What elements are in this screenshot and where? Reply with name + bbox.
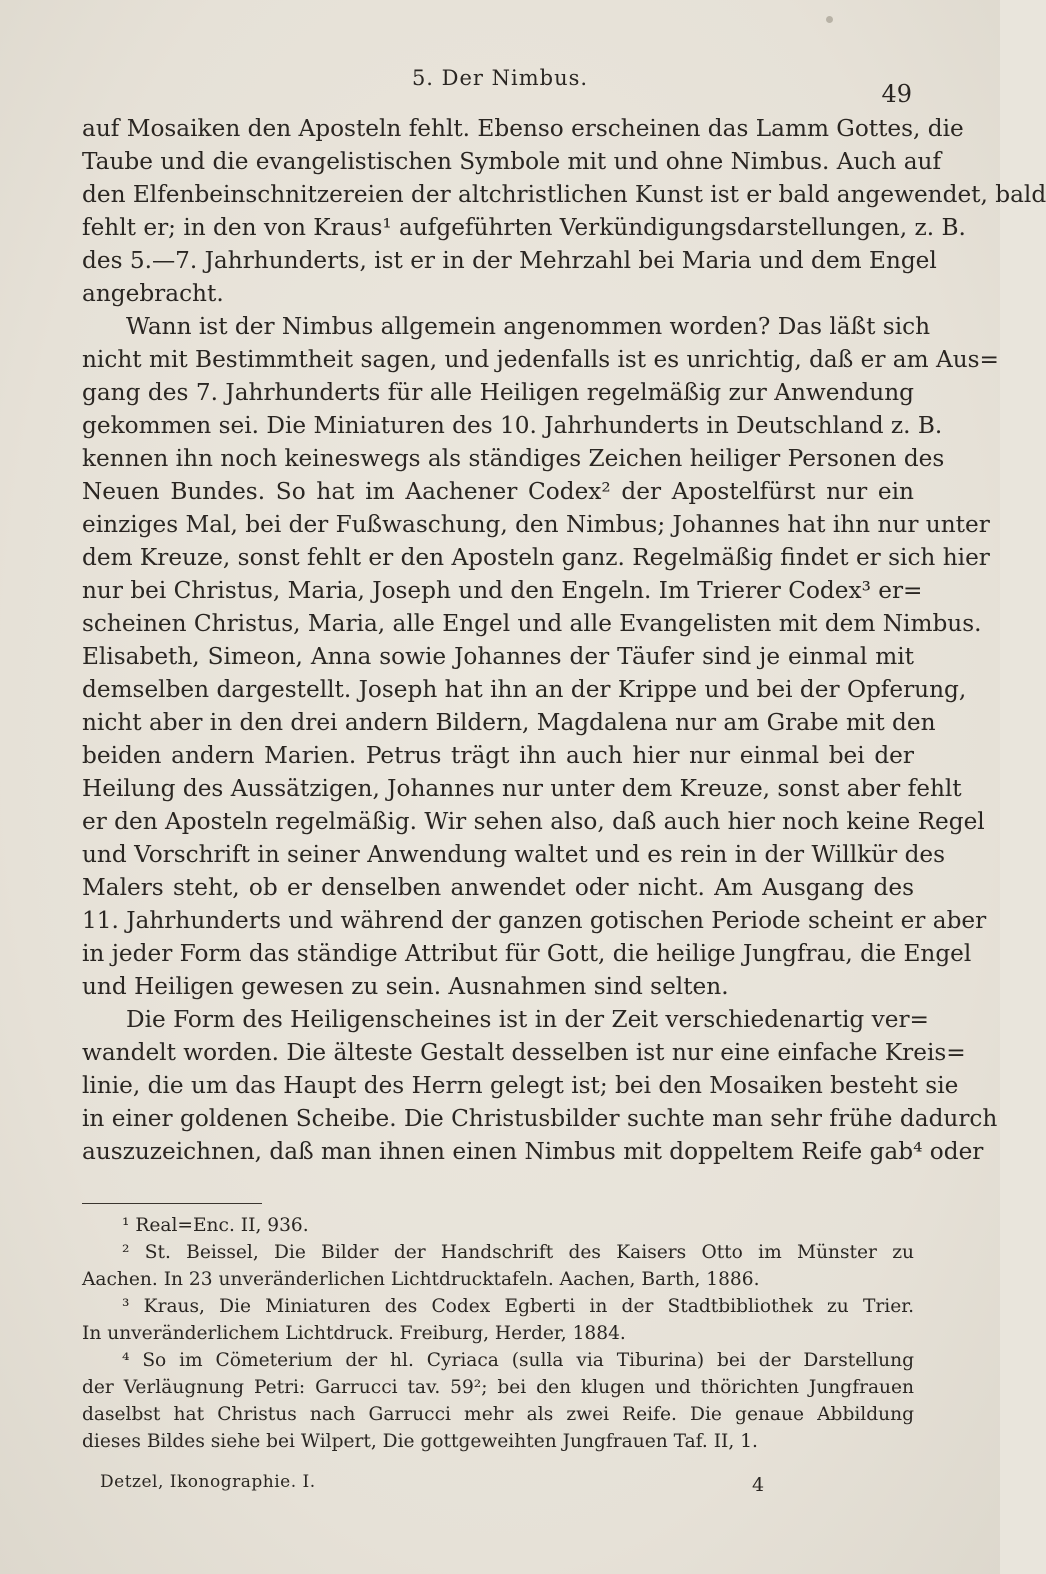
footnote-line: ² St. Beissel, Die Bilder der Handschrift des Kaisers Otto im Münster zu (122, 1242, 914, 1263)
signature-line: Detzel, Ikonographie. I. (100, 1472, 316, 1492)
text-line: nur bei Christus, Maria, Joseph und den Engeln. Im Trierer Codex³ er= (82, 577, 923, 604)
text-line: und Heiligen gewesen zu sein. Ausnahmen sind selten. (82, 973, 729, 1000)
text-line: und Vorschrift in seiner Anwendung waltet und es rein in der Willkür des (82, 841, 946, 868)
text-line: gekommen sei. Die Miniaturen des 10. Jahrhunderts in Deutschland z. B. (82, 412, 943, 439)
footnote-line: ⁴ So im Cömeterium der hl. Cyriaca (sulla via Tiburina) bei der Darstellung (122, 1350, 914, 1371)
footnote-line: dieses Bildes siehe bei Wilpert, Die gottgeweihten Jungfrauen Taf. II, 1. (82, 1431, 758, 1452)
footnote-divider (82, 1203, 262, 1204)
text-line: Die Form des Heiligenscheines ist in der Zeit verschiedenartig ver= (126, 1006, 929, 1033)
text-line: scheinen Christus, Maria, alle Engel und alle Evangelisten mit dem Nimbus. (82, 610, 982, 637)
text-line: er den Aposteln regelmäßig. Wir sehen also, daß auch hier noch keine Regel (82, 808, 985, 835)
footnote-line: daselbst hat Christus nach Garrucci mehr als zwei Reife. Die genaue Abbildung (82, 1404, 914, 1425)
running-head: 5. Der Nimbus. (411, 66, 589, 90)
text-line: 11. Jahrhunderts und während der ganzen gotischen Periode scheint er aber (82, 907, 987, 934)
footnote-line: ³ Kraus, Die Miniaturen des Codex Egberti in der Stadtbibliothek zu Trier. (122, 1296, 914, 1317)
footnotes (82, 1212, 914, 1455)
text-line: des 5.—7. Jahrhunderts, ist er in der Mehrzahl bei Maria und dem Engel (82, 247, 937, 274)
text-line: demselben dargestellt. Joseph hat ihn an der Krippe und bei der Opferung, (82, 676, 967, 703)
text-line: Elisabeth, Simeon, Anna sowie Johannes der Täufer sind je einmal mit (82, 643, 914, 670)
body-text (82, 112, 1046, 1168)
text-line: dem Kreuze, sonst fehlt er den Aposteln ganz. Regelmäßig findet er sich hier (82, 544, 990, 571)
text-line: den Elfenbeinschnitzereien der altchristlichen Kunst ist er bald angewendet, bald (82, 181, 1046, 208)
text-line: Malers steht, ob er denselben anwendet oder nicht. Am Ausgang des (82, 874, 914, 901)
text-line: in jeder Form das ständige Attribut für Gott, die heilige Jungfrau, die Engel (82, 940, 972, 967)
text-line: auszuzeichnen, daß man ihnen einen Nimbus mit doppeltem Reife gab⁴ oder (82, 1138, 984, 1165)
text-line: kennen ihn noch keineswegs als ständiges Zeichen heiliger Personen des (82, 445, 945, 472)
paper-spot (826, 16, 833, 23)
text-line: Taube und die evangelistischen Symbole mit und ohne Nimbus. Auch auf (82, 148, 942, 175)
footnote-line: ¹ Real=Enc. II, 936. (122, 1215, 309, 1236)
text-line: wandelt worden. Die älteste Gestalt desselben ist nur eine einfache Kreis= (82, 1039, 966, 1066)
text-line: auf Mosaiken den Aposteln fehlt. Ebenso erscheinen das Lamm Gottes, die (82, 115, 964, 142)
footnote-line: In unveränderlichem Lichtdruck. Freiburg, Herder, 1884. (82, 1323, 626, 1344)
text-line: einziges Mal, bei der Fußwaschung, den Nimbus; Johannes hat ihn nur unter (82, 511, 990, 538)
page-number: 49 (881, 80, 912, 108)
footnote-line: Aachen. In 23 unveränderlichen Lichtdrucktafeln. Aachen, Barth, 1886. (82, 1269, 760, 1290)
text-line: Neuen Bundes. So hat im Aachener Codex² der Apostelfürst nur ein (82, 478, 914, 505)
text-line: gang des 7. Jahrhunderts für alle Heiligen regelmäßig zur Anwendung (82, 379, 914, 406)
text-line: Heilung des Aussätzigen, Johannes nur unter dem Kreuze, sonst aber fehlt (82, 775, 962, 802)
text-line: linie, die um das Haupt des Herrn gelegt ist; bei den Mosaiken besteht sie (82, 1072, 959, 1099)
text-line: in einer goldenen Scheibe. Die Christusbilder suchte man sehr frühe dadurch (82, 1105, 998, 1132)
text-line: beiden andern Marien. Petrus trägt ihn auch hier nur einmal bei der (82, 742, 914, 769)
text-line: nicht mit Bestimmtheit sagen, und jedenfalls ist es unrichtig, daß er am Aus= (82, 346, 999, 373)
text-line: nicht aber in den drei andern Bildern, Magdalena nur am Grabe mit den (82, 709, 936, 736)
text-line: fehlt er; in den von Kraus¹ aufgeführten Verkündigungsdarstellungen, z. B. (82, 214, 966, 241)
text-line: angebracht. (82, 280, 224, 307)
text-line: Wann ist der Nimbus allgemein angenommen worden? Das läßt sich (126, 313, 931, 340)
footnote-line: der Verläugnung Petri: Garrucci tav. 59²; bei den klugen und thörichten Jungfrauen (82, 1377, 914, 1398)
sheet-number: 4 (752, 1474, 765, 1496)
